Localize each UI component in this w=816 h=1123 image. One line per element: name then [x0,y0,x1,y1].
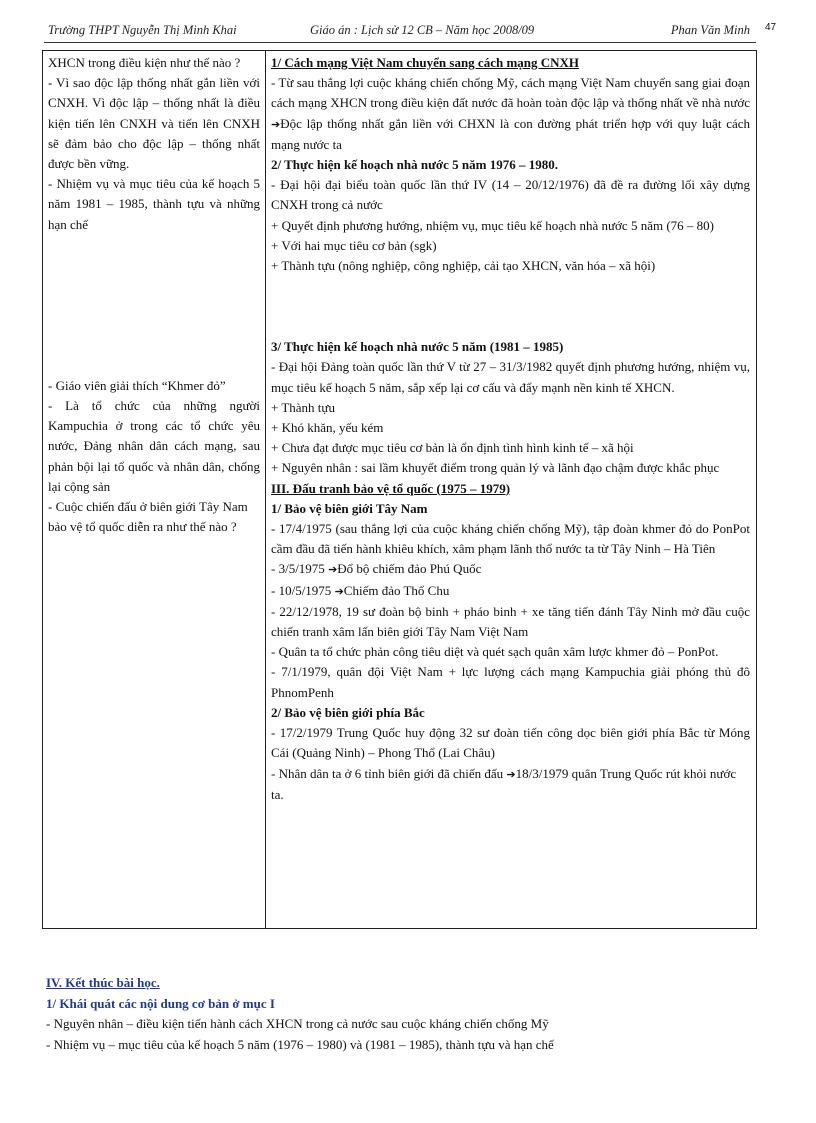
content-paragraph: - 22/12/1978, 19 sư đoàn bộ binh + pháo binh + xe tăng tiến đánh Tây Ninh mở đầu cuộc chiến tranh xâm lấn biên giới Tây Nam Việt Nam [271,603,750,640]
content-paragraph: - 3/5/1975 ➔Đổ bộ chiếm đảo Phú Quốc [271,561,482,577]
content-paragraph: + Nguyên nhân : sai lầm khuyết điểm trong quản lý và lãnh đạo chậm được khắc phục [271,460,720,476]
arrow-icon: ➔ [271,118,281,131]
arrow-icon: ➔ [334,585,344,598]
header-school: Trường THPT Nguyễn Thị Minh Khai [48,23,237,37]
conclusion-title: IV. Kết thúc bài học. [46,975,160,990]
conclusion-item: - Nhiệm vụ – mục tiêu của kế hoạch 5 năm (1976 – 1980) và (1981 – 1985), thành tựu và hạn chế [46,1036,554,1052]
content-paragraph: + Chưa đạt được mục tiêu cơ bản là ổn định tình hình kinh tế – xã hội [271,440,634,456]
content-paragraph: + Thành tựu (nông nghiệp, công nghiệp, cải tạo XHCN, văn hóa – xã hội) [271,258,656,274]
content-paragraph: - 7/1/1979, quân đội Việt Nam + lực lượng cách mạng Kampuchia giải phóng thủ đô PhnomPenh [271,664,750,700]
section-heading: 2/ Bảo vệ biên giới phía Bắc [271,704,425,720]
conclusion-item: - Nguyên nhân – điều kiện tiến hành cách XHCN trong cả nước sau cuộc kháng chiến chống Mỹ [46,1016,549,1031]
section-heading: 1/ Bảo vệ biên giới Tây Nam [271,500,428,516]
content-paragraph: - 17/2/1979 Trung Quốc huy động 32 sư đoàn tiến công dọc biên giới phía Bắc từ Móng Cái (Quảng Ninh) – Phong Thổ (Lai Châu) [271,725,750,761]
lesson-conclusion [46,973,756,1055]
left-paragraph: - Vì sao độc lập thống nhất gắn liền với CNXH. Vì độc lập – thống nhất là điều kiện tiến lên CNXH và tiến lên CNXH sẽ đảm bảo cho độc lập – thống nhất được bền vững. [48,75,260,172]
content-paragraph: - Quân ta tổ chức phản công tiêu diệt và quét sạch quân xâm lược khmer đỏ – PonPot. [271,644,719,660]
left-paragraph: - Cuộc chiến đấu ở biên giới Tây Nam bảo vệ tổ quốc diễn ra như thế nào ? [48,499,248,535]
left-paragraph: - Giáo viên giải thích “Khmer đỏ” [48,377,226,393]
left-paragraph: - Là tổ chức của những người Kampuchia ở trong các tổ chức yêu nước, Đảng nhân dân cách mạng, sau phản bội lại tổ quốc và nhân dân, chống lại cộng sản [48,398,260,494]
content-paragraph: - Đại hội Đảng toàn quốc lần thứ V từ 27 – 31/3/1982 quyết định phương hướng, nhiệm vụ, mục tiêu kế hoạch 5 năm, sắp xếp lại cơ cấu và đẩy mạnh nền kinh tế XHCN. [271,359,750,395]
content-paragraph: - Từ sau thắng lợi cuộc kháng chiến chống Mỹ, cách mạng Việt Nam chuyển sang giai đoạn cách mạng XHCN trong điều kiện đất nước đã hoàn toàn độc lập và thống nhất về nhà nước ➔Độc lập thống nhất gắn liền với CHXN là con đường phát triển hợp với quy luật cách mạng nước ta [271,75,750,152]
arrow-icon: ➔ [506,768,516,781]
content-column [266,51,756,928]
lesson-table [42,50,757,929]
teacher-activity-column [43,51,266,928]
section-heading: III. Đấu tranh bảo vệ tổ quốc (1975 – 1979) [271,480,511,496]
conclusion-subtitle: 1/ Khái quát các nội dung cơ bản ở mục I [46,995,275,1011]
content-paragraph: - Nhân dân ta ở 6 tỉnh biên giới đã chiến đấu ➔18/3/1979 quân Trung Quốc rút khỏi nước ta. [271,765,737,802]
content-paragraph: - 17/4/1975 (sau thắng lợi của cuộc kháng chiến chống Mỹ), tập đoàn khmer đỏ do PonPot cầm đầu đã tiến hành khiêu khích, xâm phạm lãnh thổ nước ta từ Tây Ninh – Hà Tiên [271,521,750,557]
content-paragraph: + Với hai mục tiêu cơ bản (sgk) [271,237,437,253]
header-document-title: Giáo án : Lịch sử 12 CB – Năm học 2008/09 [310,23,535,37]
content-paragraph: + Thành tựu [271,399,335,415]
left-paragraph: - Nhiệm vụ và mục tiêu của kế hoạch 5 năm 1981 – 1985, thành tựu và những hạn chế [48,176,260,232]
page-number: 47 [765,22,777,33]
arrow-icon: ➔ [328,564,338,577]
header-author: Phan Văn Minh [670,23,750,37]
left-paragraph: XHCN trong điều kiện như thế nào ? [48,55,241,70]
content-paragraph: + Quyết định phương hướng, nhiệm vụ, mục tiêu kế hoạch nhà nước 5 năm (76 – 80) [271,217,714,233]
content-paragraph: - 10/5/1975 ➔Chiếm đảo Thổ Chu [271,582,450,598]
section-heading: 2/ Thực hiện kế hoạch nhà nước 5 năm 1976 – 1980. [271,157,558,173]
page-header [44,22,756,43]
content-paragraph: - Đại hội đại biểu toàn quốc lần thứ IV (14 – 20/12/1976) đã đề ra đường lối xây dựng CNXH trong cả nước [271,177,750,213]
section-heading: 1/ Cách mạng Việt Nam chuyển sang cách mạng CNXH [271,55,580,70]
content-paragraph: + Khó khăn, yếu kém [271,420,384,436]
section-heading: 3/ Thực hiện kế hoạch nhà nước 5 năm (1981 – 1985) [271,339,564,355]
